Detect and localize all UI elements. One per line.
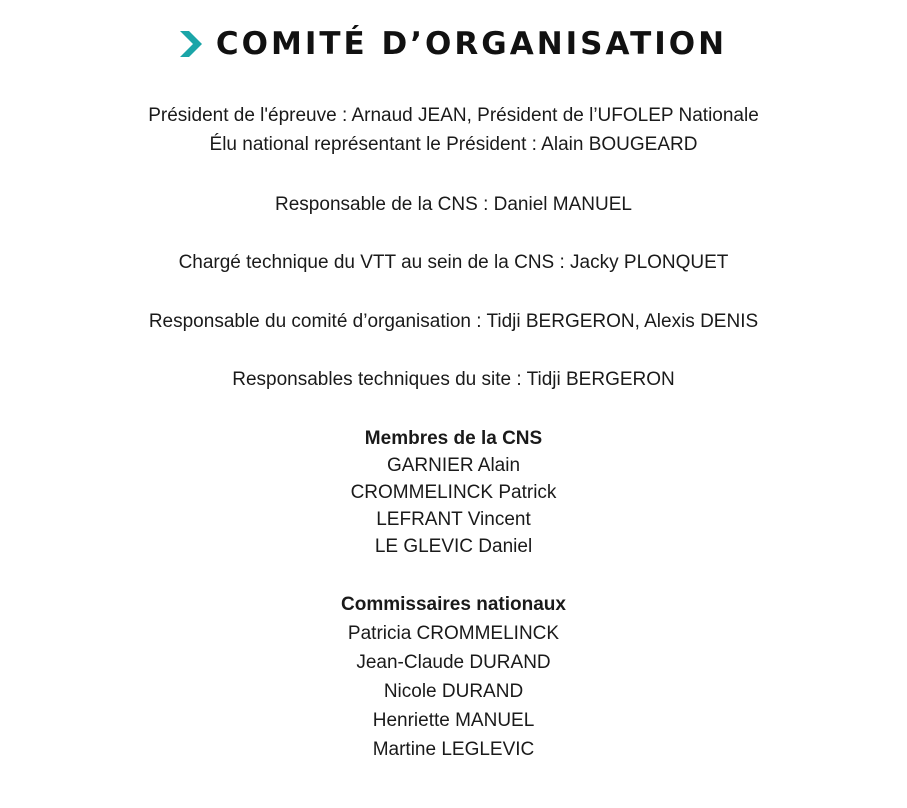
- commissioners-heading: Commissaires nationaux: [341, 594, 566, 615]
- cns-member: LE GLEVIC Daniel: [374, 536, 533, 557]
- official-site-technical: Responsables techniques du site : Tidji BERGERON: [232, 369, 675, 390]
- cns-member: LEFRANT Vincent: [376, 509, 531, 530]
- cns-members-heading: Membres de la CNS: [364, 428, 543, 449]
- cns-member: CROMMELINCK Patrick: [350, 482, 557, 503]
- commissioner: Nicole DURAND: [383, 681, 524, 702]
- official-elected-representative: Élu national représentant le Président : Alain BOUGEARD: [209, 134, 698, 155]
- official-cns-manager: Responsable de la CNS : Daniel MANUEL: [275, 194, 632, 215]
- commissioner: Martine LEGLEVIC: [372, 739, 535, 760]
- commissioner: Henriette MANUEL: [372, 710, 535, 731]
- chevron-right-icon: [180, 31, 202, 57]
- cns-member: GARNIER Alain: [386, 455, 521, 476]
- official-president: Président de l'épreuve : Arnaud JEAN, Président de l’UFOLEP Nationale: [148, 105, 759, 126]
- commissioner: Jean-Claude DURAND: [356, 652, 551, 673]
- official-vtt-technical: Chargé technique du VTT au sein de la CNS : Jacky PLONQUET: [178, 252, 729, 273]
- official-organizing-committee: Responsable du comité d’organisation : Tidji BERGERON, Alexis DENIS: [148, 311, 759, 332]
- commissioner: Patricia CROMMELINCK: [347, 623, 560, 644]
- section-header: [0, 22, 907, 66]
- page-title: COMITÉ D’ORGANISATION: [215, 26, 728, 62]
